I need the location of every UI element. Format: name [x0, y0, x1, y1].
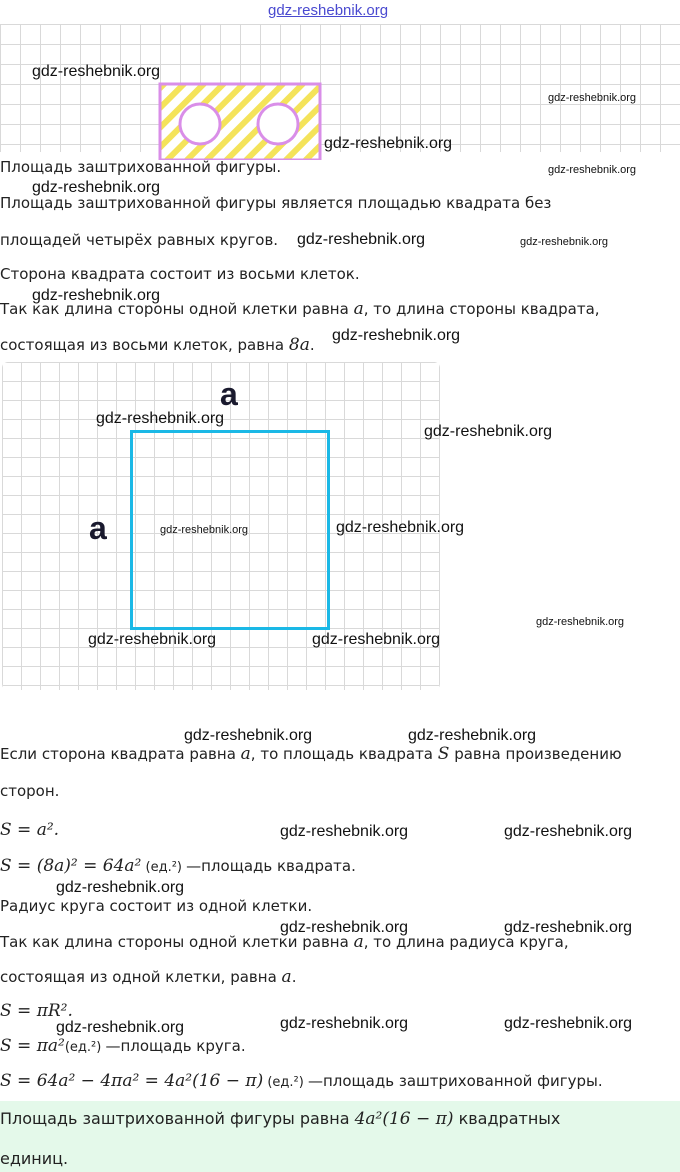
text-line-6: состоящая из восьми клеток, равна 8a.	[0, 335, 315, 355]
watermark: gdz-reshebnik.org	[184, 727, 313, 744]
watermark: gdz-reshebnik.org	[56, 1019, 185, 1036]
watermark: gdz-reshebnik.org	[88, 631, 217, 648]
watermark: gdz-reshebnik.org	[336, 519, 465, 536]
watermark: gdz-reshebnik.org	[536, 616, 625, 628]
watermark: gdz-reshebnik.org	[548, 164, 637, 176]
answer-line-2: единиц.	[0, 1149, 69, 1168]
text-line-8: сторон.	[0, 782, 60, 800]
answer-box	[0, 1101, 680, 1172]
hatched-figure	[150, 74, 330, 160]
watermark: gdz-reshebnik.org	[280, 1015, 409, 1032]
square-side-label-top: a	[220, 376, 238, 412]
text-line-4: Сторона квадрата состоит из восьми клеток.	[0, 265, 360, 283]
watermark: gdz-reshebnik.org	[520, 236, 609, 248]
formula-1: S = a².	[0, 820, 60, 840]
text-line-10: Так как длина стороны одной клетки равна a, то длина радиуса круга,	[0, 932, 569, 952]
watermark: gdz-reshebnik.org	[160, 524, 249, 536]
watermark: gdz-reshebnik.org	[504, 1015, 633, 1032]
text-line-9: Радиус круга состоит из одной клетки.	[0, 897, 313, 915]
watermark: gdz-reshebnik.org	[332, 327, 461, 344]
watermark: gdz-reshebnik.org	[32, 179, 161, 196]
site-header-link[interactable]: gdz-reshebnik.org	[268, 2, 389, 19]
square-side-label-left: a	[89, 510, 107, 546]
watermark: gdz-reshebnik.org	[312, 631, 441, 648]
answer-line-1: Площадь заштрихованной фигуры равна 4a²(16 − π) квадратных	[0, 1109, 561, 1129]
watermark: gdz-reshebnik.org	[297, 231, 426, 248]
watermark: gdz-reshebnik.org	[548, 92, 637, 104]
text-line-5: Так как длина стороны одной клетки равна a, то длина стороны квадрата,	[0, 299, 600, 319]
formula-2: S = (8a)² = 64a² (ед.²) —площадь квадрата.	[0, 856, 356, 876]
formula-3: S = πR².	[0, 1001, 73, 1021]
figure-hatched-grid	[0, 24, 680, 152]
watermark: gdz-reshebnik.org	[408, 727, 537, 744]
watermark: gdz-reshebnik.org	[96, 410, 225, 427]
watermark: gdz-reshebnik.org	[504, 919, 633, 936]
watermark: gdz-reshebnik.org	[504, 823, 633, 840]
watermark: gdz-reshebnik.org	[324, 135, 453, 152]
watermark: gdz-reshebnik.org	[280, 919, 409, 936]
text-line-7: Если сторона квадрата равна a, то площадь квадрата S равна произведению	[0, 744, 622, 764]
watermark: gdz-reshebnik.org	[424, 423, 553, 440]
watermark: gdz-reshebnik.org	[32, 287, 161, 304]
formula-5: S = 64a² − 4πa² = 4a²(16 − π) (ед.²) —площадь заштрихованной фигуры.	[0, 1071, 603, 1091]
text-line-3: площадей четырёх равных кругов.	[0, 231, 279, 249]
watermark: gdz-reshebnik.org	[56, 879, 185, 896]
formula-4: S = πa²(ед.²) —площадь круга.	[0, 1036, 246, 1056]
watermark: gdz-reshebnik.org	[32, 63, 161, 80]
text-line-2: Площадь заштрихованной фигуры является площадью квадрата без	[0, 194, 552, 212]
text-line-1: Площадь заштрихованной фигуры.	[0, 158, 282, 176]
text-line-11: состоящая из одной клетки, равна a.	[0, 967, 297, 987]
watermark: gdz-reshebnik.org	[280, 823, 409, 840]
